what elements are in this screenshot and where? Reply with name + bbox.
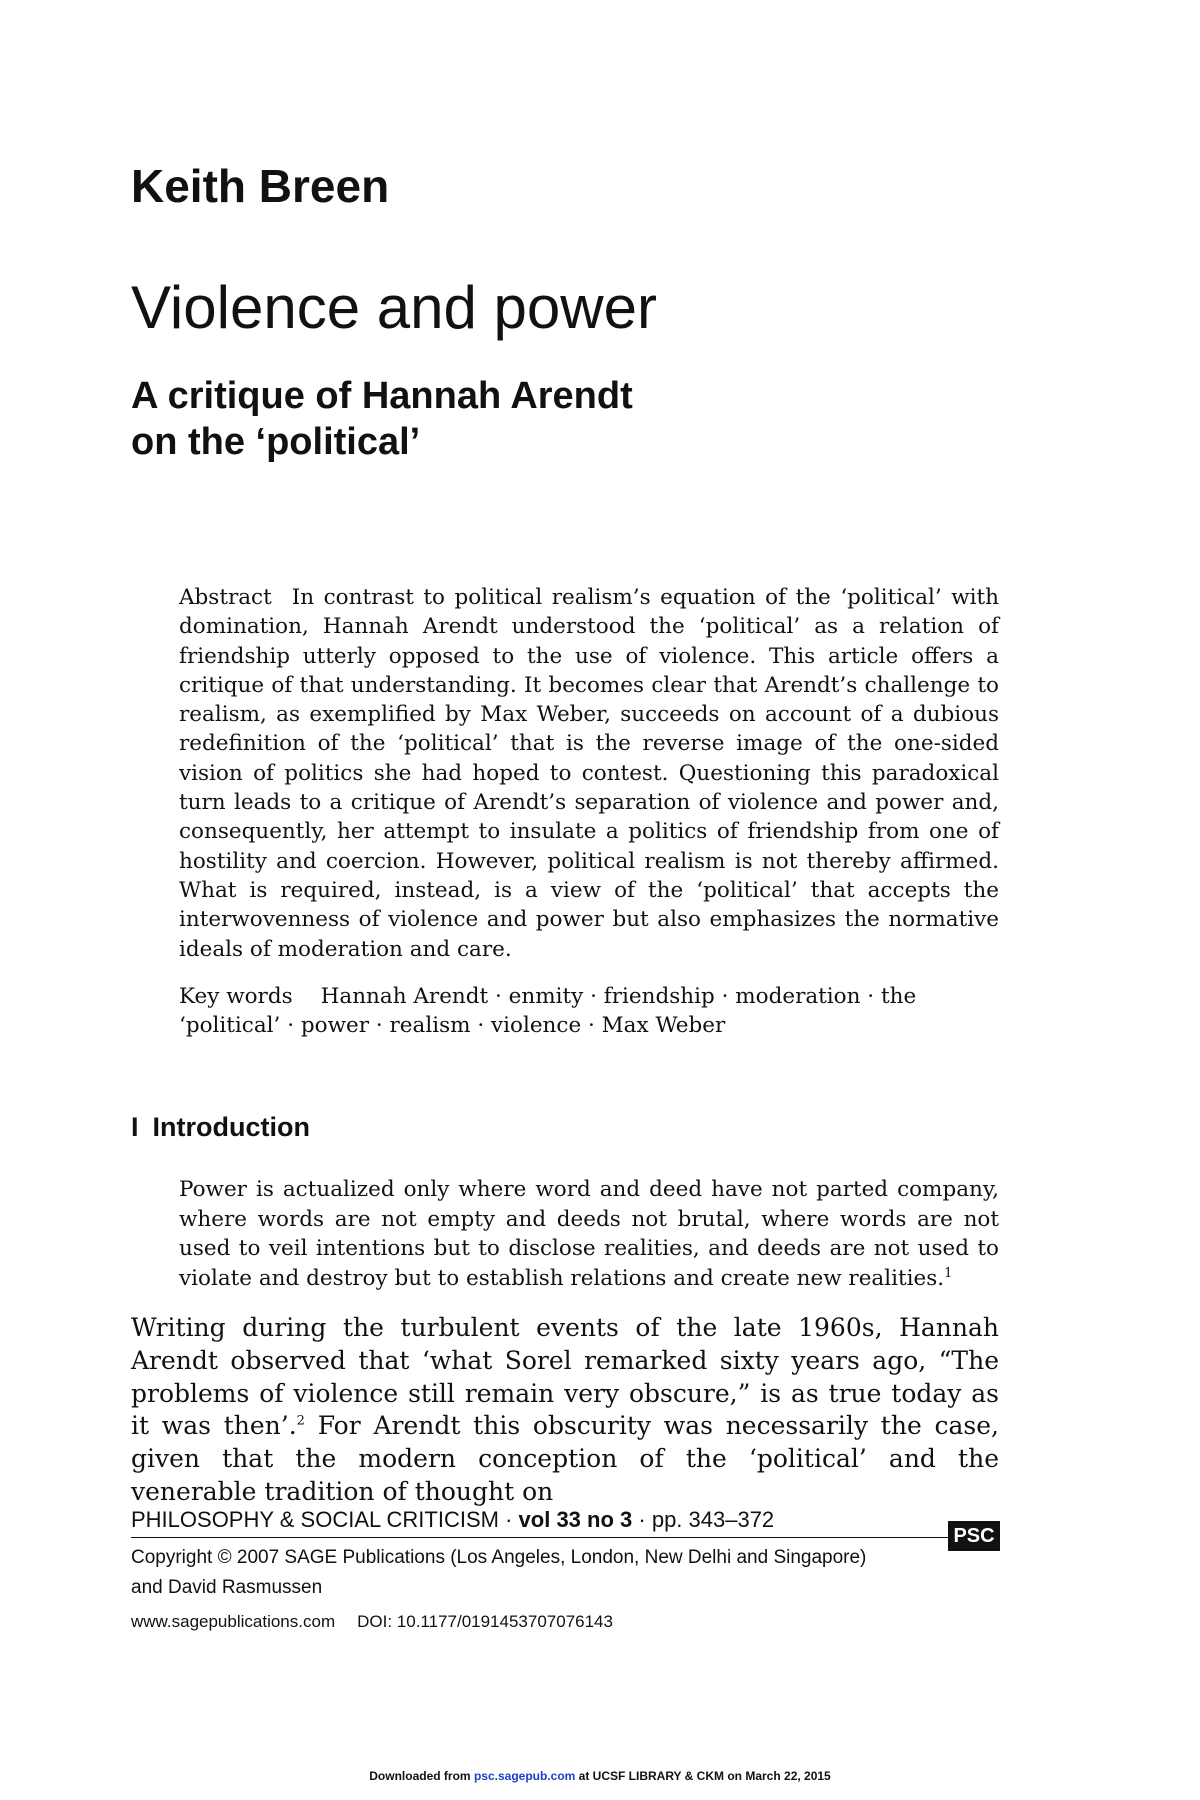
abstract: [179, 583, 999, 964]
epigraph-text: Power is actualized only where word and deed have not parted company, where words are not empty and deeds not brutal, where words are not used to veil intentions but to disclose realities, and deeds are not used to violate and destroy but to establish relations and create new realities.: [179, 1177, 999, 1291]
section-title: Introduction: [152, 1112, 310, 1142]
copyright-notice: [131, 1543, 1031, 1603]
publisher-website[interactable]: www.sagepublications.com: [131, 1612, 336, 1631]
body-text-part-1: Writing during the turbulent events of the late 1960s, Hannah Arendt observed that ‘what Sorel remarked sixty years ago, “The problems of violence still remain very obscure,” is as true today as it was then’.: [131, 1313, 999, 1441]
journal-pages: pp. 343–372: [651, 1507, 775, 1532]
doi: DOI: 10.1177/0191453707076143: [357, 1612, 613, 1631]
subtitle-line-2: on the ‘political’: [131, 421, 421, 463]
epigraph-quote: [179, 1175, 999, 1293]
keywords-label: Key words: [179, 984, 293, 1009]
article-subtitle: [131, 373, 633, 465]
subtitle-line-1: A critique of Hannah Arendt: [131, 375, 633, 417]
download-prefix: Downloaded from: [369, 1769, 471, 1783]
body-text-part-2: For Arendt this obscurity was necessarily the case, given that the modern conception of the ‘political’ and the venerable tradition of thought on: [131, 1411, 999, 1506]
footer-rule: [131, 1537, 951, 1538]
footnote-ref-2[interactable]: 2: [296, 1414, 305, 1430]
journal-volume: vol 33 no 3: [518, 1507, 633, 1532]
download-notice: [0, 1768, 1200, 1784]
article-title: Violence and power: [131, 274, 657, 341]
download-suffix: at UCSF LIBRARY & CKM on March 22, 2015: [578, 1769, 831, 1783]
copyright-line-2: and David Rasmussen: [131, 1577, 323, 1598]
journal-citation: PHILOSOPHY & SOCIAL CRITICISM · vol 33 no 3 · pp. 343–372: [131, 1507, 775, 1532]
keywords-text: Hannah Arendt · enmity · friendship · moderation · the ‘political’ · power · realism · violence · Max Weber: [179, 984, 917, 1039]
abstract-text: In contrast to political realism’s equation of the ‘political’ with domination, Hannah Arendt understood the ‘political’ as a relation of friendship utterly opposed to the use of violence. This article offers a critique of that understanding. It becomes clear that Arendt’s challenge to realism, as exemplified by Max Weber, succeeds on account of a dubious redefinition of the ‘political’ that is the reverse image of the one-sided vision of politics she had hoped to contest. Questioning this paradoxical turn leads to a critique of Arendt’s separation of violence and power and, consequently, her attempt to insulate a politics of friendship from one of hostility and coercion. However, political realism is not thereby affirmed. What is required, instead, is a view of the ‘political’ that accepts the interwovenness of violence and power but also emphasizes the normative ideals of moderation and care.: [179, 585, 999, 962]
body-paragraph: [131, 1312, 999, 1509]
journal-logo-badge: PSC: [948, 1521, 1000, 1551]
section-heading: [131, 1110, 310, 1144]
copyright-line-1: Copyright © 2007 SAGE Publications (Los Angeles, London, New Delhi and Singapore): [131, 1547, 867, 1568]
footnote-ref-1[interactable]: 1: [944, 1265, 953, 1281]
abstract-label: Abstract: [179, 585, 272, 610]
web-and-doi: [131, 1610, 613, 1634]
section-number: I: [131, 1112, 139, 1142]
journal-name: PHILOSOPHY & SOCIAL CRITICISM: [131, 1507, 499, 1532]
keywords: [179, 982, 999, 1041]
download-link[interactable]: psc.sagepub.com: [473, 1769, 576, 1783]
author-name: Keith Breen: [131, 160, 390, 212]
